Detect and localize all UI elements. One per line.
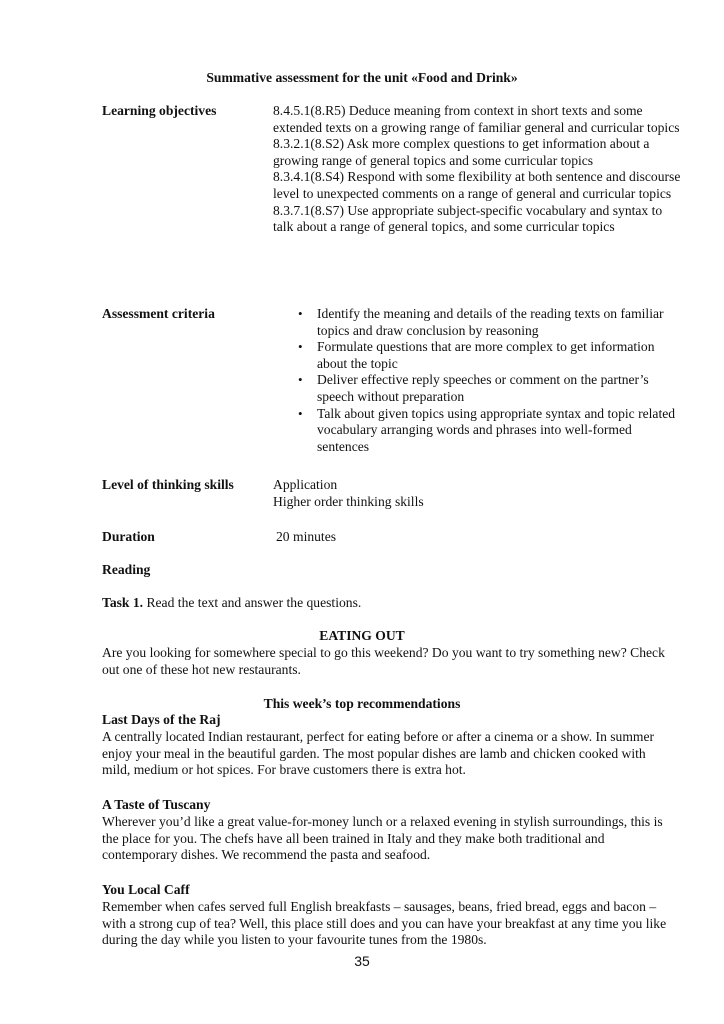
thinking-skills-label: Level of thinking skills [102,477,234,492]
criteria-item: • Identify the meaning and details of the reading texts on familiar topics and draw conclusion by reasoning [273,306,683,339]
restaurant-description: Wherever you’d like a great value-for-money lunch or a relaxed evening in stylish surroundings, this is the place for you. The chefs have all been trained in Italy and they make both traditional and contemporary dishes. We recommend the pasta and seafood. [102,814,663,863]
page-number: 35 [354,953,370,969]
restaurant-description: A centrally located Indian restaurant, perfect for eating before or after a cinema or a show. In summer enjoy your meal in the beautiful garden. The most popular dishes are lamb and chicken cooked with mild, medium or hot spices. For brave customers there is extra hot. [102,729,655,778]
learning-objectives-label: Learning objectives [102,103,217,118]
criteria-item: • Deliver effective reply speeches or comment on the partner’s speech without preparation [273,372,683,405]
restaurant-name: Last Days of the Raj [102,712,221,727]
restaurant-name: You Local Caff [102,882,190,897]
duration-value: 20 minutes [276,529,337,544]
thinking-skill-item: Higher order thinking skills [273,493,424,509]
objective-item: 8.4.5.1(8.R5) Deduce meaning from context in short texts and some extended texts on a growing range of familiar general and curricular topics [273,103,680,135]
criteria-item: • Talk about given topics using appropriate syntax and topic related vocabulary arranging words and phrases into well-formed sentences [273,406,683,456]
learning-objectives-list [273,103,683,236]
objective-item: 8.3.7.1(8.S7) Use appropriate subject-specific vocabulary and syntax to talk about a range of general topics, and some curricular topics [273,202,663,235]
objective-item: 8.3.4.1(8.S4) Respond with some flexibility at both sentence and discourse level to unexpected comments on a range of general and curricular topics [273,169,681,201]
thinking-skill-item: Application [273,477,338,492]
task-label: Task 1. [102,595,144,610]
assessment-criteria-label: Assessment criteria [102,306,215,321]
assessment-criteria-list [273,306,683,455]
article-title: EATING OUT [319,628,405,643]
thinking-skills-value [273,477,683,510]
task-instruction [102,595,361,612]
restaurant-name: A Taste of Tuscany [102,797,211,812]
restaurant-description: Remember when cafes served full English breakfasts – sausages, beans, fried bread, eggs and bacon – with a strong cup of tea? Well, this place still does and you can have your breakfast at any time you like during the day while you listen to your favourite tunes from the 1980s. [102,899,667,948]
duration-label: Duration [102,529,155,544]
article-subtitle: This week’s top recommendations [263,696,461,711]
article-intro: Are you looking for somewhere special to go this weekend? Do you want to try something new? Check out one of these hot new restaurants. [102,645,665,677]
section-heading: Reading [102,562,151,577]
criteria-item: • Formulate questions that are more complex to get information about the topic [273,339,683,372]
page-title: Summative assessment for the unit «Food and Drink» [206,70,518,85]
objective-item: 8.3.2.1(8.S2) Ask more complex questions to get information about a growing range of general topics and some curricular topics [273,136,650,168]
task-text: Read the text and answer the questions. [143,595,362,610]
